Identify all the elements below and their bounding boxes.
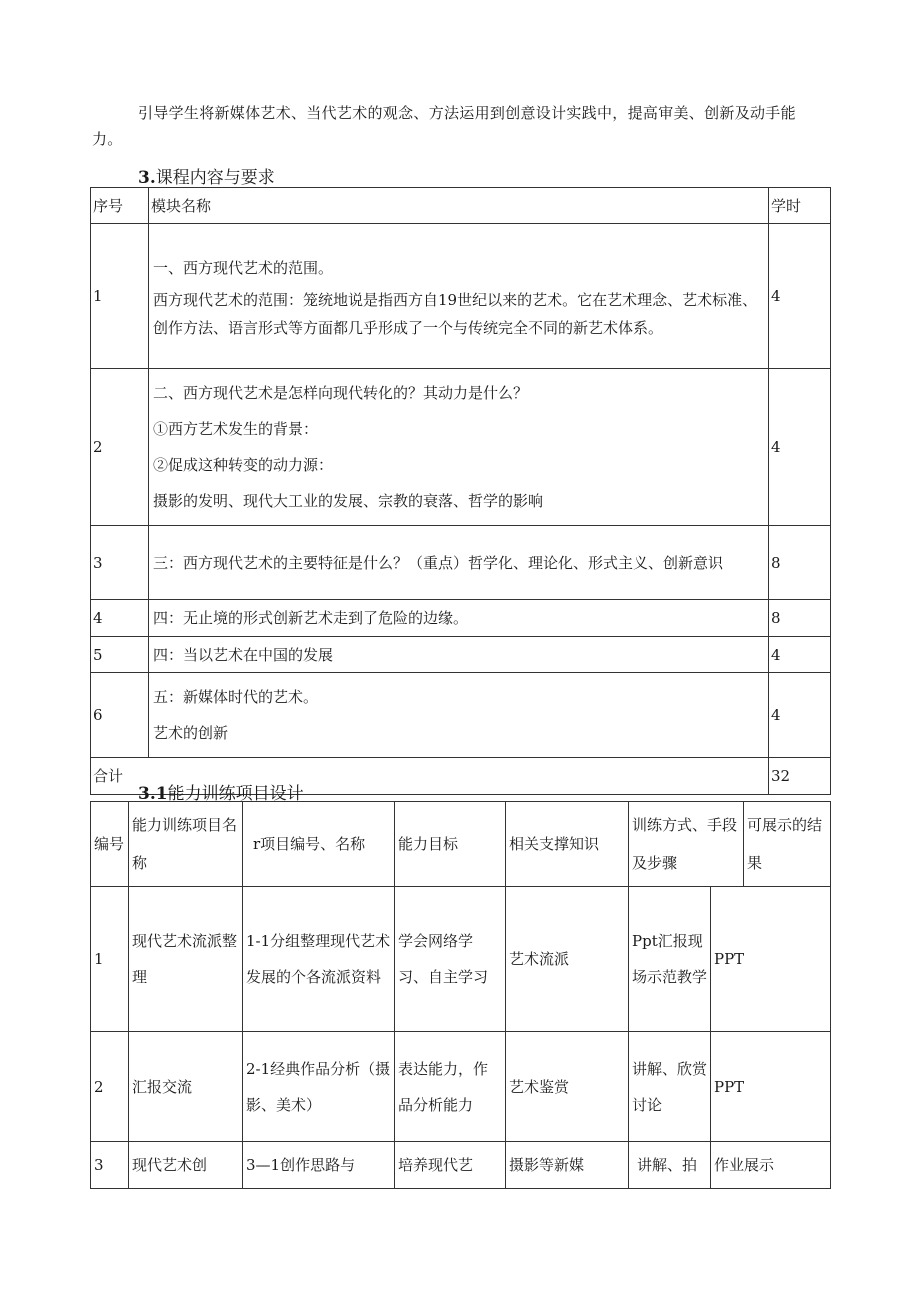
row-goal: 学会网络学习、自主学习 [395, 887, 506, 1032]
intro-paragraph: 引导学生将新媒体艺术、当代艺术的观念、方法运用到创意设计实践中，提高审美、创新及动手能力。 [92, 104, 796, 148]
row-index: 1 [91, 224, 149, 369]
row-index: 5 [91, 637, 149, 673]
row-index: 2 [91, 1032, 129, 1142]
row-name: 汇报交流 [129, 1032, 243, 1142]
header-method: 训练方式、手段及步骤 [629, 802, 744, 887]
row-result: 作业展示 [711, 1142, 831, 1189]
section-number: 3. [138, 168, 156, 188]
module-line: 二、西方现代艺术是怎样向现代转化的？其动力是什么？ [153, 384, 529, 402]
header-knowledge: 相关支撑知识 [506, 802, 629, 887]
module-line: 三：西方现代艺术的主要特征是什么？（重点）哲学化、理论化、形式主义、创新意识 [153, 553, 724, 572]
module-line: 一、西方现代艺术的范围。 [153, 259, 334, 277]
section-title: 能力训练项目设计 [167, 784, 304, 804]
row-hours: 4 [769, 369, 831, 526]
row-module: 四：当以艺术在中国的发展 [149, 637, 769, 673]
row-method: 讲解、欣赏讨论 [629, 1032, 711, 1142]
table-row [91, 369, 831, 526]
row-hours: 4 [769, 637, 831, 673]
row-result: PPT [711, 887, 831, 1032]
row-hours: 8 [769, 600, 831, 637]
header-index: 编号 [91, 802, 129, 887]
row-method: Ppt汇报现场示范教学 [629, 887, 711, 1032]
table-header-row [91, 188, 831, 224]
row-knowledge: 艺术流派 [506, 887, 629, 1032]
row-module [149, 673, 769, 758]
header-module: 模块名称 [149, 188, 769, 224]
table-header-row [91, 802, 831, 887]
row-module [149, 526, 769, 600]
table-row [91, 673, 831, 758]
header-index: 序号 [91, 188, 149, 224]
module-line: 艺术的创新 [153, 724, 229, 742]
row-index: 1 [91, 887, 129, 1032]
row-module: 四：无止境的形式创新艺术走到了危险的边缘。 [149, 600, 769, 637]
row-index: 6 [91, 673, 149, 758]
table-row [91, 600, 831, 637]
table-row [91, 887, 831, 1032]
module-line: ②促成这种转变的动力源： [153, 456, 334, 474]
row-hours: 4 [769, 224, 831, 369]
table-row [91, 526, 831, 600]
row-hours: 8 [769, 526, 831, 600]
row-goal: 培养现代艺 [395, 1142, 506, 1189]
module-line: 五：新媒体时代的艺术。 [153, 688, 319, 706]
row-knowledge: 艺术鉴赏 [506, 1032, 629, 1142]
row-goal: 表达能力，作品分析能力 [395, 1032, 506, 1142]
row-result: PPT [711, 1032, 831, 1142]
row-knowledge: 摄影等新媒 [506, 1142, 629, 1189]
table-row [91, 637, 831, 673]
row-code: 2-1经典作品分析（摄影、美术） [243, 1032, 395, 1142]
module-line: ①西方艺术发生的背景： [153, 420, 319, 438]
header-hours: 学时 [769, 188, 831, 224]
table-row [91, 1142, 831, 1189]
row-index: 3 [91, 1142, 129, 1189]
module-line: 西方现代艺术的范围：笼统地说是指西方自19世纪以来的艺术。它在艺术理念、艺术标准、创作方法、语言形式等方面都几乎形成了一个与传统完全不同的新艺术体系。 [153, 291, 758, 337]
row-code: 1-1分组整理现代艺术发展的个各流派资料 [243, 887, 395, 1032]
section-title: 课程内容与要求 [155, 168, 275, 188]
row-name: 现代艺术流派整理 [129, 887, 243, 1032]
row-index: 2 [91, 369, 149, 526]
module-line: 摄影的发明、现代大工业的发展、宗教的衰落、哲学的影响 [153, 492, 544, 510]
row-index: 4 [91, 600, 149, 637]
section-number: 3.1 [138, 784, 168, 804]
total-label: 合计 [91, 758, 769, 795]
row-name: 现代艺术创 [129, 1142, 243, 1189]
table-row [91, 1032, 831, 1142]
row-method: 讲解、拍 [629, 1142, 711, 1189]
training-project-table [90, 801, 831, 1189]
row-module [149, 369, 769, 526]
total-hours: 32 [769, 758, 831, 795]
course-content-table [90, 187, 831, 795]
row-module [149, 224, 769, 369]
header-code: r项目编号、名称 [243, 802, 395, 887]
row-index: 3 [91, 526, 149, 600]
section-heading-content [138, 163, 275, 188]
table-row [91, 224, 831, 369]
row-code: 3—1创作思路与 [243, 1142, 395, 1189]
header-result: 可展示的结果 [744, 802, 831, 887]
header-goal: 能力目标 [395, 802, 506, 887]
header-name: 能力训练项目名称 [129, 802, 243, 887]
row-hours: 4 [769, 673, 831, 758]
